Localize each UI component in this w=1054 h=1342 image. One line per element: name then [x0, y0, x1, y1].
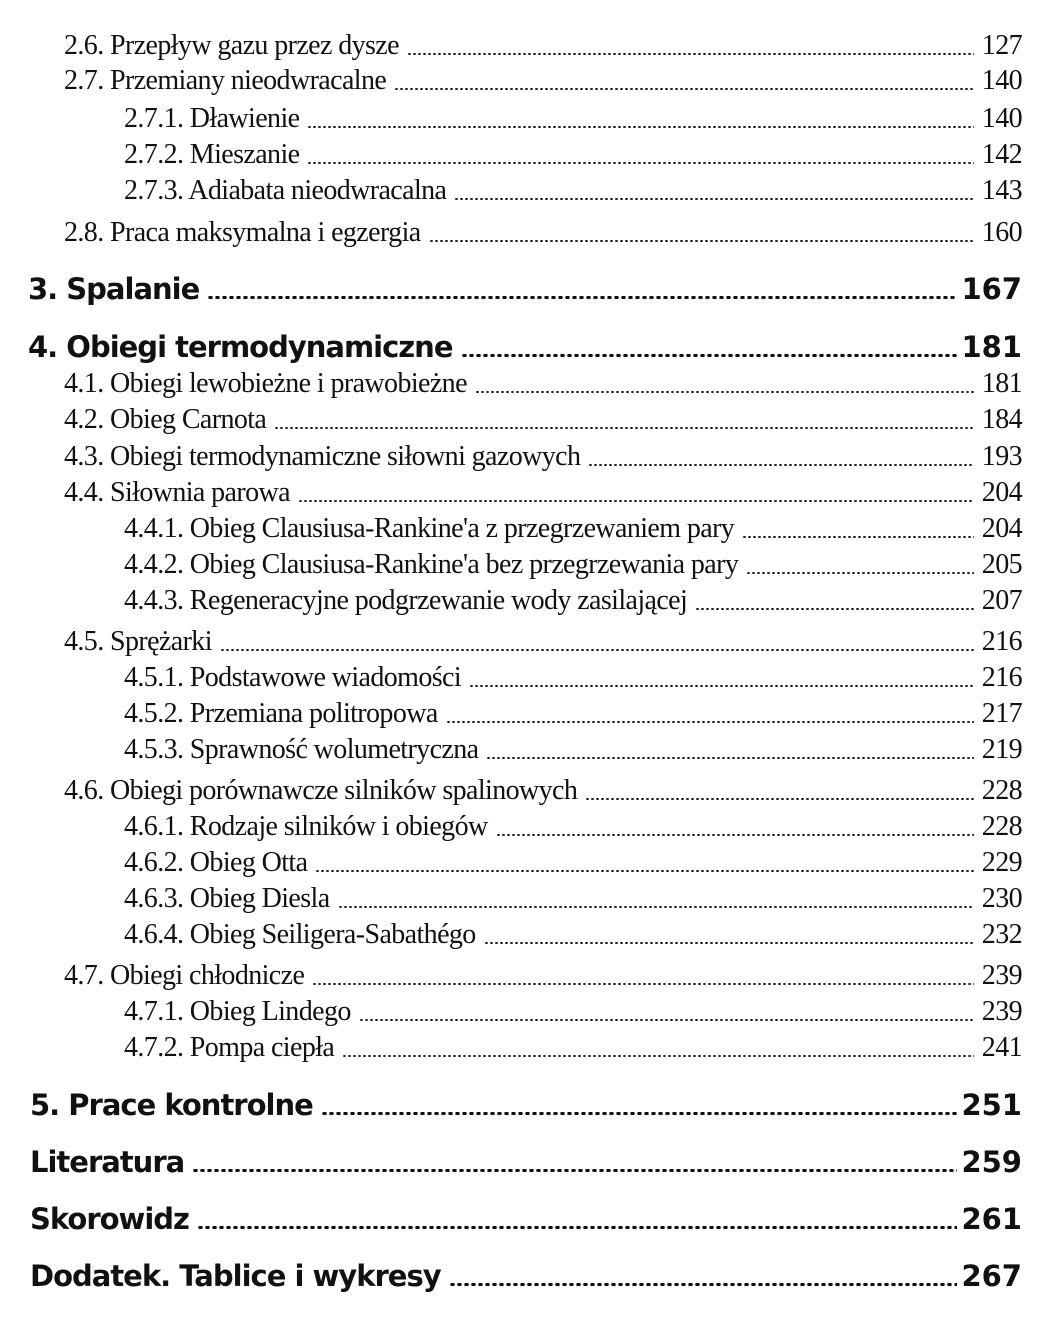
toc-entry-title: 2.7. Przemiany nieodwracalne [64, 65, 387, 96]
toc-entry[interactable] [124, 919, 1022, 951]
toc-entry-page: 217 [981, 698, 1022, 729]
toc-chapter[interactable] [28, 272, 1022, 306]
toc-chapter-title: 3. Spalanie [28, 272, 200, 306]
toc-chapter-page: 181 [961, 330, 1022, 364]
toc-entry[interactable] [64, 441, 1022, 473]
toc-entry[interactable] [64, 217, 1022, 249]
dot-leader [469, 685, 974, 687]
toc-chapter-page: 251 [961, 1088, 1022, 1122]
dot-leader [298, 500, 974, 502]
toc-entry-title: 4.4.1. Obieg Clausiusa-Rankine'a z przegrzewaniem pary [124, 513, 735, 544]
toc-entry-page: 140 [981, 103, 1022, 134]
toc-entry[interactable] [124, 734, 1022, 766]
toc-chapter[interactable] [30, 1202, 1022, 1236]
toc-entry-page: 127 [981, 30, 1022, 61]
toc-entry-title: 4.3. Obiegi termodynamiczne siłowni gazowych [64, 441, 581, 472]
dot-leader [746, 572, 974, 574]
dot-leader [446, 721, 974, 723]
toc-chapter-page: 167 [961, 272, 1022, 306]
dot-leader [220, 649, 974, 651]
toc-entry-page: 241 [981, 1032, 1022, 1063]
toc-chapter-title: 4. Obiegi termodynamiczne [28, 330, 453, 364]
toc-entry-title: 2.7.1. Dławienie [124, 103, 300, 134]
toc-entry[interactable] [124, 513, 1022, 545]
toc-entry[interactable] [124, 698, 1022, 730]
toc-entry-title: 4.6. Obiegi porównawcze silników spalinowych [64, 775, 578, 806]
toc-entry-page: 216 [981, 662, 1022, 693]
toc-entry[interactable] [64, 775, 1022, 807]
toc-chapter[interactable] [30, 1145, 1022, 1179]
toc-entry[interactable] [64, 477, 1022, 509]
toc-chapter-page: 267 [961, 1259, 1022, 1293]
toc-chapter-title: Skorowidz [30, 1202, 189, 1236]
toc-entry-page: 193 [981, 441, 1022, 472]
toc-entry-title: 2.7.3. Adiabata nieodwracalna [124, 175, 447, 206]
toc-entry-page: 232 [981, 919, 1022, 950]
toc-chapter-title: Literatura [30, 1145, 185, 1179]
toc-entry-page: 239 [981, 960, 1022, 991]
toc-entry-title: 4.5.1. Podstawowe wiadomości [124, 662, 462, 693]
toc-entry[interactable] [64, 404, 1022, 436]
dot-leader [338, 906, 974, 908]
toc-entry-page: 140 [981, 65, 1022, 96]
dot-leader [585, 798, 974, 800]
dot-leader [461, 354, 958, 357]
dot-leader [307, 126, 973, 128]
dot-leader [429, 240, 974, 242]
dot-leader [475, 391, 974, 393]
toc-entry[interactable] [124, 662, 1022, 694]
toc-chapter[interactable] [30, 1259, 1022, 1293]
toc-entry[interactable] [124, 175, 1022, 207]
toc-entry[interactable] [124, 549, 1022, 581]
toc-entry[interactable] [64, 65, 1022, 97]
toc-entry[interactable] [124, 103, 1022, 135]
toc-entry-title: 2.7.2. Mieszanie [124, 139, 300, 170]
dot-leader [588, 464, 973, 466]
toc-chapter[interactable] [28, 330, 1022, 364]
toc-entry-title: 4.5.3. Sprawność wolumetryczna [124, 734, 479, 765]
toc-entry-title: 4.6.3. Obieg Diesla [124, 883, 330, 914]
dot-leader [197, 1226, 958, 1229]
toc-entry[interactable] [64, 960, 1022, 992]
toc-entry-title: 4.7. Obiegi chłodnicze [64, 960, 305, 991]
toc-entry-title: 4.7.2. Pompa ciepła [124, 1032, 335, 1063]
toc-chapter[interactable] [30, 1088, 1022, 1122]
toc-entry-page: 239 [981, 996, 1022, 1027]
toc-entry-page: 160 [981, 217, 1022, 248]
toc-entry-page: 219 [981, 734, 1022, 765]
toc-entry[interactable] [64, 30, 1022, 62]
toc-entry-page: 229 [981, 847, 1022, 878]
dot-leader [449, 1283, 958, 1286]
toc-entry-page: 228 [981, 775, 1022, 806]
toc-entry-title: 4.5. Sprężarki [64, 626, 212, 657]
dot-leader [742, 536, 974, 538]
toc-entry[interactable] [124, 811, 1022, 843]
toc-entry-title: 4.4.3. Regeneracyjne podgrzewanie wody zasilającej [124, 585, 688, 616]
dot-leader [321, 1112, 958, 1115]
dot-leader [307, 162, 973, 164]
toc-entry[interactable] [124, 847, 1022, 879]
toc-entry-page: 143 [981, 175, 1022, 206]
dot-leader [486, 757, 973, 759]
toc-entry-page: 205 [981, 549, 1022, 580]
dot-leader [342, 1055, 974, 1057]
dot-leader [484, 942, 974, 944]
dot-leader [394, 88, 974, 90]
toc-entry-page: 216 [981, 626, 1022, 657]
toc-chapter-title: 5. Prace kontrolne [30, 1088, 313, 1122]
toc-entry-title: 4.1. Obiegi lewobieżne i prawobieżne [64, 368, 467, 399]
toc-entry-title: 4.2. Obieg Carnota [64, 404, 267, 435]
toc-entry[interactable] [64, 626, 1022, 658]
toc-entry-title: 2.6. Przepływ gazu przez dysze [64, 30, 399, 61]
toc-entry-page: 181 [981, 368, 1022, 399]
toc-chapter-title: Dodatek. Tablice i wykresy [30, 1259, 441, 1293]
toc-entry-page: 142 [981, 139, 1022, 170]
toc-chapter-page: 259 [961, 1145, 1022, 1179]
toc-entry-title: 4.4. Siłownia parowa [64, 477, 290, 508]
toc-entry-title: 2.8. Praca maksymalna i egzergia [64, 217, 421, 248]
dot-leader [315, 870, 973, 872]
dot-leader [192, 1169, 957, 1172]
toc-entry-title: 4.7.1. Obieg Lindego [124, 996, 351, 1027]
toc-entry-title: 4.4.2. Obieg Clausiusa-Rankine'a bez przegrzewania pary [124, 549, 739, 580]
toc-entry-page: 230 [981, 883, 1022, 914]
toc-entry[interactable] [124, 585, 1022, 617]
toc-entry[interactable] [64, 368, 1022, 400]
toc-entry[interactable] [124, 996, 1022, 1028]
toc-entry-title: 4.6.2. Obieg Otta [124, 847, 308, 878]
dot-leader [359, 1019, 974, 1021]
dot-leader [695, 608, 974, 610]
toc-entry[interactable] [124, 139, 1022, 171]
dot-leader [207, 296, 957, 299]
dot-leader [496, 834, 974, 836]
toc-entry[interactable] [124, 883, 1022, 915]
toc-entry-title: 4.6.4. Obieg Seiligera-Sabathégo [124, 919, 476, 950]
toc-entry[interactable] [124, 1032, 1022, 1064]
dot-leader [274, 427, 974, 429]
dot-leader [407, 53, 974, 55]
toc-entry-page: 204 [981, 477, 1022, 508]
toc-chapter-page: 261 [961, 1202, 1022, 1236]
toc-entry-page: 207 [981, 585, 1022, 616]
toc-entry-title: 4.5.2. Przemiana politropowa [124, 698, 438, 729]
toc-entry-page: 228 [981, 811, 1022, 842]
dot-leader [312, 983, 974, 985]
toc-entry-title: 4.6.1. Rodzaje silników i obiegów [124, 811, 488, 842]
toc-entry-page: 184 [981, 404, 1022, 435]
dot-leader [454, 198, 973, 200]
toc-entry-page: 204 [981, 513, 1022, 544]
